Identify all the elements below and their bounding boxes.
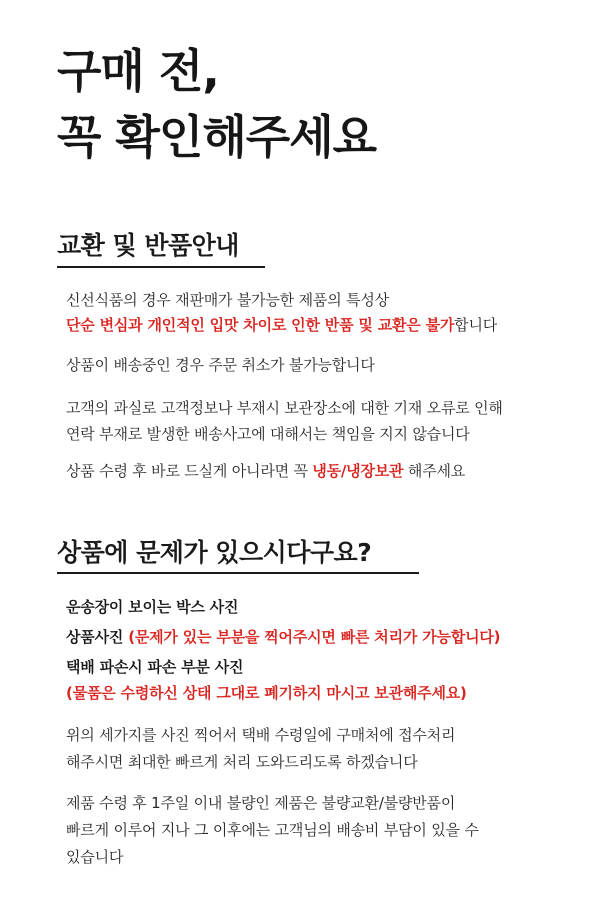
section-divider — [57, 572, 419, 574]
notice-liability-1: 고객의 과실로 고객정보나 부재시 보관장소에 대한 기재 오류로 인해 — [66, 399, 503, 417]
notice-no-refund — [66, 315, 497, 335]
no-refund-tail: 합니다 — [454, 316, 498, 334]
notice-fresh-food: 신선식품의 경우 재판매가 불가능한 제품의 특성상 — [66, 291, 389, 309]
damage-keep-note: (물품은 수령하신 상태 그대로 폐기하지 마시고 보관해주세요) — [66, 684, 467, 702]
required-photo-damage: 택배 파손시 파손 부분 사진 — [66, 658, 244, 676]
product-photo-label: 상품사진 — [66, 628, 129, 646]
required-photo-product — [66, 627, 500, 647]
submit-instruction-1: 위의 세가지를 사진 찍어서 택배 수령일에 구매처에 접수처리 — [66, 726, 456, 744]
defect-policy-1: 제품 수령 후 1주일 이내 불량인 제품은 불량교환/불량반품이 — [66, 794, 456, 812]
storage-keyword: 냉동/냉장보관 — [312, 462, 404, 480]
section-divider — [57, 266, 265, 268]
notice-no-cancel: 상품이 배송중인 경우 주문 취소가 불가능합니다 — [66, 356, 375, 374]
storage-head: 상품 수령 후 바로 드실게 아니라면 꼭 — [66, 462, 313, 480]
defect-policy-2: 빠르게 이루어 지나 그 이후에는 고객님의 배송비 부담이 있을 수 — [66, 821, 479, 839]
page-title-line-1: 구매 전, — [57, 44, 219, 98]
notice-liability-2: 연락 부재로 발생한 배송사고에 대해서는 책임을 지지 않습니다 — [66, 425, 470, 443]
no-refund-warning: 단순 변심과 개인적인 입맛 차이로 인한 반품 및 교환은 불가 — [66, 316, 455, 334]
problem-heading: 상품에 문제가 있으시다구요? — [57, 538, 372, 567]
exchange-return-heading: 교환 및 반품안내 — [57, 231, 239, 260]
notice-storage — [66, 461, 465, 481]
submit-instruction-2: 해주시면 최대한 빠르게 처리 도와드리도록 하겠습니다 — [66, 753, 418, 771]
required-photo-box: 운송장이 보이는 박스 사진 — [66, 598, 239, 616]
page-title — [57, 38, 376, 170]
page-title-line-2: 꼭 확인해주세요 — [57, 110, 377, 164]
defect-policy-3: 있습니다 — [66, 848, 124, 866]
product-photo-note: (문제가 있는 부분을 찍어주시면 빠른 처리가 가능합니다) — [128, 628, 501, 646]
storage-tail: 해주세요 — [403, 462, 466, 480]
